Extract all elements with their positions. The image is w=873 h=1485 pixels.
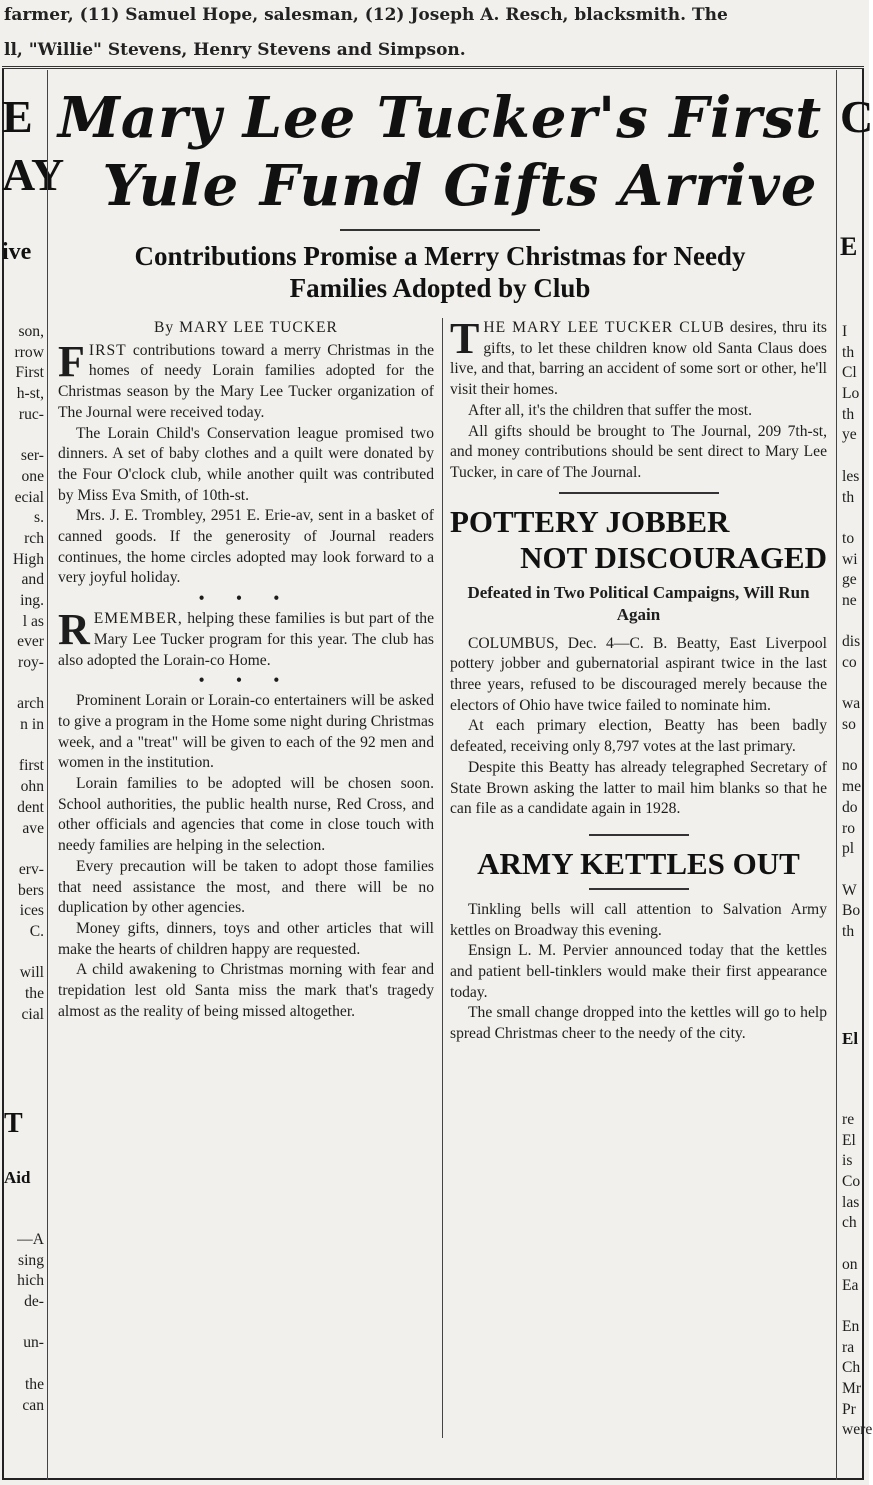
- edge-text-line: [842, 1234, 867, 1255]
- edge-text-line: pl: [842, 840, 855, 858]
- article-column-right: [450, 314, 827, 1045]
- edge-text-line: [842, 446, 867, 467]
- edge-text-line: erv-: [18, 860, 44, 878]
- edge-text-line: th: [842, 922, 855, 940]
- edge-text-line: dis: [842, 633, 861, 651]
- edge-text-line: [842, 860, 867, 881]
- edge-text-line: re: [842, 1111, 855, 1128]
- edge-text-line: no: [842, 757, 858, 775]
- story-deck: Defeated in Two Political Campaigns, Will Run Again: [467, 582, 810, 624]
- edge-text-line: first: [18, 757, 44, 775]
- paragraph: COLUMBUS, Dec. 4—C. B. Beatty, East Liverpool pottery jobber and gubernatorial aspirant twice in the last three years, refused to be discouraged merely because the electors of Ohio have twice failed to nominate him.: [450, 634, 827, 714]
- edge-text-line: on: [842, 1255, 858, 1273]
- edge-text-line: son,: [18, 323, 44, 340]
- edge-text-line: can: [22, 1396, 44, 1414]
- edge-text-line: En: [842, 1317, 860, 1335]
- edge-text-line: de-: [24, 1293, 44, 1311]
- story-divider: [589, 834, 689, 836]
- edge-text-line: ruc-: [18, 405, 44, 423]
- right-column-rule: [836, 70, 837, 1480]
- left-edge-text: [4, 322, 44, 1025]
- left-edge-text-2: [4, 1230, 44, 1416]
- edge-text-line: [842, 612, 867, 633]
- section-dots: • • •: [198, 672, 294, 690]
- edge-text-line: [4, 425, 44, 446]
- edge-text-line: ch: [842, 1214, 857, 1232]
- edge-text-line: rrow: [14, 343, 44, 361]
- paragraph: The Lorain Child's Conservation league promised two dinners. A set of baby clothes and a quilt were donated by the Four O'clock club, while another quilt was contributed by Miss Eva Smith, of 10th-st.: [58, 424, 434, 504]
- edge-text-line: hich: [17, 1272, 44, 1290]
- paragraph: REMEMBER, helping these families is but part of the Mary Lee Tucker program for this year. The club has also adopted the Lorain-co Home.: [58, 605, 434, 669]
- edge-text-line: [4, 943, 44, 964]
- edge-text-line: th: [842, 405, 855, 423]
- edge-text-line: were: [842, 1421, 873, 1439]
- paragraph: Ensign L. M. Pervier announced today that the kettles and patient bell-tinklers would make their first appearance today.: [450, 942, 827, 1001]
- paragraph: Every precaution will be taken to adopt those families that need assistance the most, and there will be no duplication by other agencies.: [58, 857, 434, 917]
- edge-text-line: roy-: [18, 654, 44, 671]
- edge-text-line: ne: [842, 591, 857, 609]
- left-edge-headline-bottom: AY: [2, 149, 65, 200]
- right-edge-text-2: [842, 1110, 873, 1441]
- paragraph: After all, it's the children that suffer the most.: [468, 401, 752, 419]
- edge-text-line: do: [842, 798, 858, 816]
- edge-text-line: wi: [842, 550, 858, 568]
- edge-text-line: [842, 508, 867, 529]
- edge-text-line: Cl: [842, 364, 857, 382]
- paragraph: Despite this Beatty has already telegraphed Secretary of State Brown asking the latter to mail him blanks so that he can file as a candidate again in 1928.: [450, 758, 827, 818]
- paragraph: Prominent Lorain or Lorain-co entertainers will be asked to give a program in the Home some night during Christmas week, and a "treat" will be given to each of the 92 men and women in the institution.: [58, 692, 434, 772]
- headline-line-1: Mary Lee Tucker's First: [57, 85, 823, 151]
- edge-text-line: Mr: [842, 1379, 862, 1397]
- edge-text-line: ecial: [14, 488, 44, 506]
- edge-text-line: l as: [22, 612, 44, 630]
- top-border-rule: [2, 66, 864, 69]
- right-edge-subhead: E: [840, 232, 858, 261]
- story-headline-line-1: POTTERY JOBBER: [450, 503, 730, 539]
- paragraph: Mrs. J. E. Trombley, 2951 E. Erie-av, sent in a basket of canned goods. If the generosity of Journal readers continues, the home circles adopted may look forward to a very joyful holiday.: [58, 507, 434, 587]
- edge-text-line: ing.: [20, 591, 44, 609]
- drop-cap: F: [58, 336, 85, 386]
- edge-text-line: [4, 674, 44, 695]
- edge-text-line: one: [21, 467, 44, 485]
- section-dots: • • •: [198, 590, 294, 608]
- paragraph: Tinkling bells will call attention to Salvation Army kettles on Broadway this evening.: [450, 900, 827, 939]
- edge-text-line: les: [842, 467, 860, 485]
- edge-text-line: dent: [17, 798, 44, 816]
- edge-text-line: the: [24, 985, 44, 1002]
- center-column-rule: [442, 318, 443, 1438]
- edge-text-line: [4, 1313, 44, 1334]
- edge-text-line: rch: [24, 529, 44, 547]
- paragraph: THE MARY LEE TUCKER CLUB desires, thru its gifts, to let these children know old Santa Claus does live, and that, barring an accident of some sort or other, he'll visit their homes.: [450, 314, 827, 399]
- paragraph: The small change dropped into the kettles will go to help spread Christmas cheer to the needy of the city.: [450, 1004, 827, 1043]
- edge-text-line: ices: [19, 902, 44, 920]
- lead-caps: EMEMBER,: [93, 610, 183, 628]
- edge-text-line: C.: [29, 922, 44, 940]
- edge-text-line: [4, 839, 44, 860]
- edge-text-line: Pr: [842, 1400, 856, 1418]
- edge-text-line: High: [12, 550, 44, 568]
- edge-text-line: co: [842, 654, 857, 671]
- edge-text-line: ye: [842, 426, 857, 444]
- lead-caps: IRST: [88, 341, 127, 359]
- subheadline-line-2: Families Adopted by Club: [289, 273, 591, 303]
- edge-text-line: is: [842, 1152, 853, 1170]
- right-edge-head-el: El: [842, 1029, 859, 1048]
- edge-text-line: ge: [842, 571, 857, 589]
- edge-text-line: cial: [21, 1005, 44, 1023]
- edge-text-line: to: [842, 529, 855, 547]
- edge-text-line: s.: [34, 509, 44, 527]
- edge-text-line: wa: [842, 695, 861, 713]
- edge-text-line: Co: [842, 1173, 861, 1191]
- left-edge-head-aid: Aid: [4, 1168, 31, 1187]
- lead-caps: HE MARY LEE TUCKER CLUB: [483, 319, 725, 336]
- paragraph: Money gifts, dinners, toys and other articles that will make the hearts of children happy are requested.: [58, 919, 434, 958]
- edge-text-line: ro: [842, 819, 855, 837]
- paragraph: Lorain families to be adopted will be chosen soon. School authorities, the public health nurse, Red Cross, and other officials and agencies that come in close touch with needy families are helping in the selection.: [58, 775, 434, 855]
- edge-text-line: W: [842, 881, 857, 899]
- subheadline-line-1: Contributions Promise a Merry Christmas for Needy: [134, 241, 746, 271]
- paragraph: At each primary election, Beatty has been badly defeated, receiving only 8,797 votes at the last primary.: [450, 717, 827, 756]
- story-divider: [589, 888, 689, 890]
- edge-text-line: [842, 1296, 867, 1317]
- edge-text-line: sing: [18, 1251, 44, 1269]
- edge-text-line: First: [15, 364, 44, 382]
- edge-text-line: the: [24, 1375, 44, 1393]
- paragraph: A child awakening to Christmas morning with fear and trepidation lest old Santa miss the mark that's tragedy almost as the reality of being missed altogether.: [58, 961, 434, 1020]
- edge-text-line: ever: [17, 633, 44, 651]
- edge-text-line: bers: [18, 881, 44, 899]
- edge-text-line: n in: [20, 716, 44, 734]
- right-edge-text: [842, 322, 867, 943]
- edge-text-line: El: [842, 1131, 856, 1149]
- edge-text-line: las: [842, 1193, 860, 1211]
- paragraph: All gifts should be brought to The Journal, 209 7th-st, and money contributions should be sent direct to Mary Lee Tucker, in care of The Journal.: [450, 422, 827, 481]
- story-headline-line-2: NOT DISCOURAGED: [520, 539, 827, 575]
- top-fragment-line-2: ll, "Willie" Stevens, Henry Stevens and Simpson.: [4, 40, 466, 60]
- edge-text-line: [4, 1354, 44, 1375]
- edge-text-line: h-st,: [16, 385, 44, 403]
- edge-text-line: [4, 736, 44, 757]
- left-edge-subhead: ive: [2, 239, 32, 265]
- right-edge-headline: C: [840, 91, 873, 142]
- edge-text-line: un-: [23, 1334, 44, 1352]
- edge-text-line: —A: [17, 1231, 44, 1248]
- edge-text-line: arch: [17, 695, 44, 713]
- edge-text-line: ser-: [20, 447, 44, 465]
- drop-cap: R: [58, 605, 90, 655]
- left-column-rule: [47, 70, 48, 1480]
- edge-text-line: ra: [842, 1338, 855, 1356]
- headline-divider: [340, 229, 540, 231]
- edge-text-line: [842, 674, 867, 695]
- edge-text-line: I: [842, 323, 848, 340]
- top-fragment-line-1: farmer, (11) Samuel Hope, salesman, (12) Joseph A. Resch, blacksmith. The: [4, 5, 728, 25]
- edge-text-line: and: [21, 571, 44, 589]
- edge-text-line: [842, 736, 867, 757]
- edge-text-line: so: [842, 716, 856, 734]
- edge-text-line: Ch: [842, 1359, 861, 1377]
- story-headline: ARMY KETTLES OUT: [477, 845, 800, 881]
- story-divider: [559, 492, 719, 494]
- edge-text-line: Bo: [842, 902, 861, 920]
- edge-text-line: Lo: [842, 385, 860, 403]
- edge-text-line: th: [842, 488, 855, 506]
- edge-text-line: ohn: [20, 778, 44, 796]
- edge-text-line: will: [19, 964, 44, 982]
- byline: By MARY LEE TUCKER: [154, 319, 338, 336]
- edge-text-line: ave: [22, 819, 44, 837]
- article-column-left: [58, 318, 434, 1023]
- edge-text-line: Ea: [842, 1276, 859, 1294]
- left-edge-head-t: T: [4, 1108, 23, 1139]
- edge-text-line: me: [842, 778, 862, 796]
- drop-cap: T: [450, 314, 480, 363]
- paragraph: FIRST contributions toward a merry Christmas in the homes of needy Lorain families adopted for the Christmas season by the Mary Lee Tucker organization of The Journal were received today.: [58, 336, 434, 421]
- left-edge-headline-top: E: [2, 91, 33, 142]
- edge-text-line: th: [842, 343, 855, 361]
- headline-line-2: Yule Fund Gifts Arrive: [102, 153, 818, 219]
